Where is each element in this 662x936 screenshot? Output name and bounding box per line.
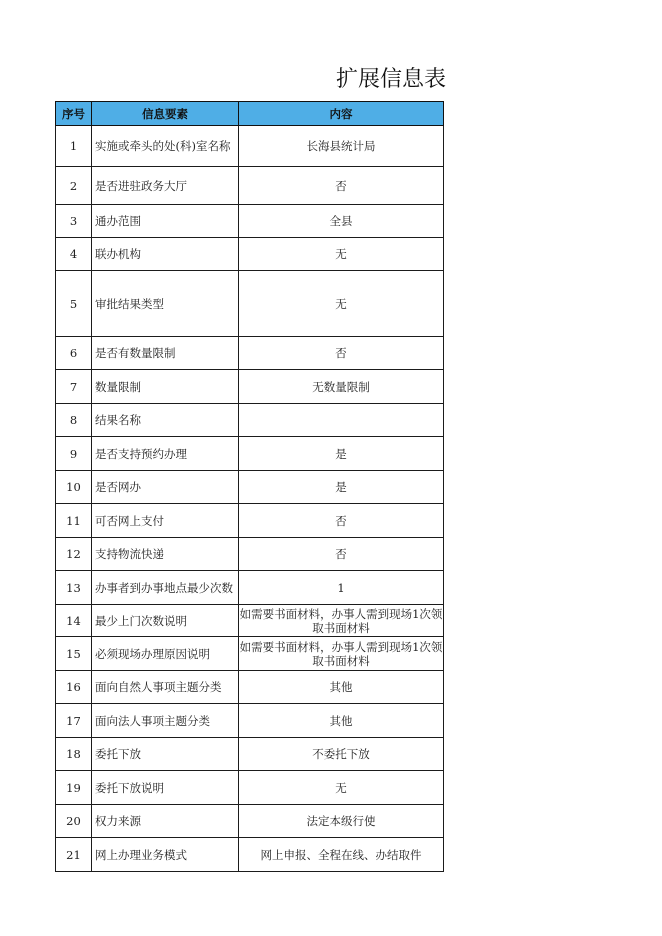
row-element: 可否网上支付 [92,504,239,538]
row-content: 否 [239,167,444,205]
row-seq: 2 [56,167,92,205]
table-body [56,126,444,872]
table-row [56,571,444,605]
table-row [56,704,444,738]
row-seq: 16 [56,671,92,704]
table-row [56,637,444,671]
row-seq: 11 [56,504,92,538]
row-element: 联办机构 [92,238,239,271]
row-content: 否 [239,538,444,571]
row-element: 面向自然人事项主题分类 [92,671,239,704]
row-element: 委托下放 [92,738,239,771]
row-content: 法定本级行使 [239,805,444,838]
row-element: 权力来源 [92,805,239,838]
row-content: 否 [239,337,444,370]
table-row [56,238,444,271]
row-content: 其他 [239,704,444,738]
table-row [56,471,444,504]
row-seq: 4 [56,238,92,271]
header-element: 信息要素 [92,102,239,126]
row-element: 面向法人事项主题分类 [92,704,239,738]
row-content: 无 [239,238,444,271]
table-row [56,605,444,637]
row-content: 无 [239,771,444,805]
row-seq: 20 [56,805,92,838]
header-content: 内容 [239,102,444,126]
row-seq: 13 [56,571,92,605]
row-element: 委托下放说明 [92,771,239,805]
row-content: 全县 [239,205,444,238]
row-seq: 8 [56,404,92,437]
table-row [56,838,444,872]
row-element: 支持物流快递 [92,538,239,571]
table-header-row [56,102,444,126]
table-row [56,437,444,471]
row-content: 是 [239,471,444,504]
row-content: 1 [239,571,444,605]
row-element: 通办范围 [92,205,239,238]
row-content: 无 [239,271,444,337]
table-row [56,205,444,238]
row-element: 是否支持预约办理 [92,437,239,471]
table-row [56,337,444,370]
row-seq: 12 [56,538,92,571]
row-seq: 15 [56,637,92,671]
table-row [56,271,444,337]
table-row [56,771,444,805]
row-content [239,404,444,437]
row-seq: 6 [56,337,92,370]
row-content: 其他 [239,671,444,704]
row-element: 实施或牵头的处(科)室名称 [92,126,239,167]
row-content: 是 [239,437,444,471]
row-seq: 9 [56,437,92,471]
row-seq: 18 [56,738,92,771]
table-row [56,738,444,771]
row-content: 网上申报、全程在线、办结取件 [239,838,444,872]
row-seq: 1 [56,126,92,167]
row-element: 结果名称 [92,404,239,437]
table-row [56,126,444,167]
row-content: 无数量限制 [239,370,444,404]
row-element: 审批结果类型 [92,271,239,337]
table-row [56,504,444,538]
row-seq: 10 [56,471,92,504]
row-element: 最少上门次数说明 [92,605,239,637]
info-table [55,101,444,872]
row-element: 必须现场办理原因说明 [92,637,239,671]
row-element: 是否有数量限制 [92,337,239,370]
table-row [56,538,444,571]
row-element: 是否网办 [92,471,239,504]
row-content: 不委托下放 [239,738,444,771]
table-row [56,404,444,437]
row-seq: 5 [56,271,92,337]
row-seq: 21 [56,838,92,872]
row-seq: 7 [56,370,92,404]
row-content: 如需要书面材料，办事人需到现场1次领取书面材料 [239,606,443,635]
table-row [56,671,444,704]
document-title: 扩展信息表 [336,67,447,92]
row-seq: 19 [56,771,92,805]
row-content: 如需要书面材料，办事人需到现场1次领取书面材料 [239,637,444,671]
row-seq: 3 [56,205,92,238]
row-seq: 14 [56,605,92,637]
header-seq: 序号 [56,102,92,126]
row-element: 是否进驻政务大厅 [92,167,239,205]
row-element: 网上办理业务模式 [92,838,239,872]
table-row [56,805,444,838]
table-row [56,167,444,205]
row-seq: 17 [56,704,92,738]
row-element: 办事者到办事地点最少次数 [92,571,239,605]
row-element: 数量限制 [92,370,239,404]
row-content: 长海县统计局 [239,126,444,167]
table-row [56,370,444,404]
row-content: 否 [239,504,444,538]
